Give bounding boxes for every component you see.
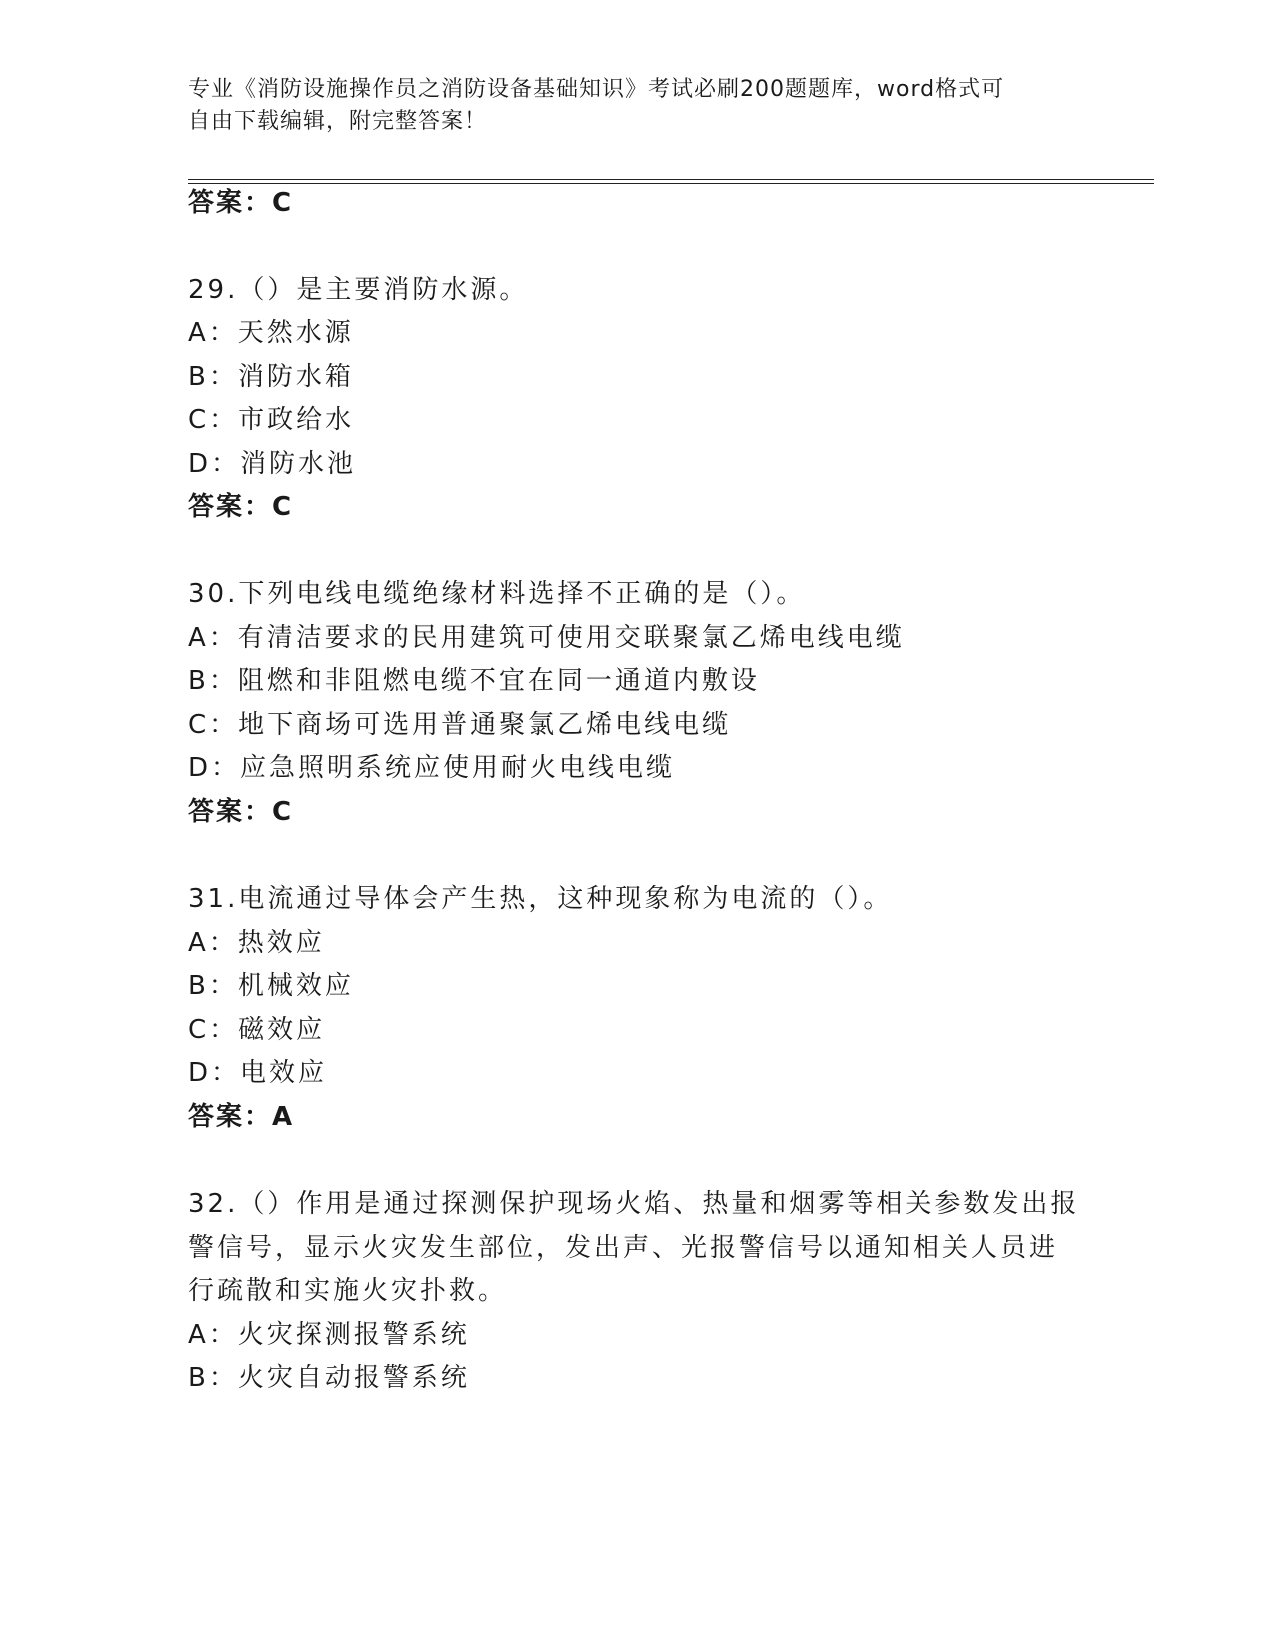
question-30-option-d: D：应急照明系统应使用耐火电线电缆	[188, 753, 676, 783]
question-30-option-b: B：阻燃和非阻燃电缆不宜在同一通道内敷设	[188, 666, 760, 696]
question-31-option-d: D：电效应	[188, 1058, 328, 1088]
question-29-option-d: D：消防水池	[188, 449, 357, 479]
question-32-option-b: B：火灾自动报警系统	[188, 1363, 470, 1393]
question-29-option-b: B：消防水箱	[188, 362, 354, 392]
question-32-stem-line-1: 32.（）作用是通过探测保护现场火焰、热量和烟雾等相关参数发出报	[188, 1189, 1080, 1219]
answer-previous: 答案：C	[188, 188, 294, 218]
header-divider-bottom	[188, 183, 1154, 184]
question-29-answer: 答案：C	[188, 492, 294, 522]
question-30-answer: 答案：C	[188, 797, 294, 827]
question-29-stem: 29.（）是主要消防水源。	[188, 275, 529, 305]
question-29-option-c: C：市政给水	[188, 405, 355, 435]
header-line-2: 自由下载编辑，附完整答案！	[188, 109, 488, 134]
question-32-stem-line-2: 警信号，显示火灾发生部位，发出声、光报警信号以通知相关人员进	[188, 1233, 1059, 1263]
question-31-option-b: B：机械效应	[188, 971, 354, 1001]
question-32-option-a: A：火灾探测报警系统	[188, 1320, 470, 1350]
question-29-option-a: A：天然水源	[188, 318, 354, 348]
question-31-stem: 31.电流通过导体会产生热，这种现象称为电流的（）。	[188, 884, 893, 914]
question-32-stem-line-3: 行疏散和实施火灾扑救。	[188, 1276, 508, 1306]
question-30-stem: 30.下列电线电缆绝缘材料选择不正确的是（）。	[188, 579, 806, 609]
header-divider-top	[188, 179, 1154, 180]
header-line-1: 专业《消防设施操作员之消防设备基础知识》考试必刷200题题库，word格式可	[188, 77, 1005, 102]
question-31-answer: 答案：A	[188, 1102, 295, 1132]
question-31-option-a: A：热效应	[188, 928, 325, 958]
question-30-option-a: A：有清洁要求的民用建筑可使用交联聚氯乙烯电线电缆	[188, 623, 905, 653]
question-30-option-c: C：地下商场可选用普通聚氯乙烯电线电缆	[188, 710, 732, 740]
document-header	[188, 74, 1088, 138]
question-31-option-c: C：磁效应	[188, 1015, 326, 1045]
